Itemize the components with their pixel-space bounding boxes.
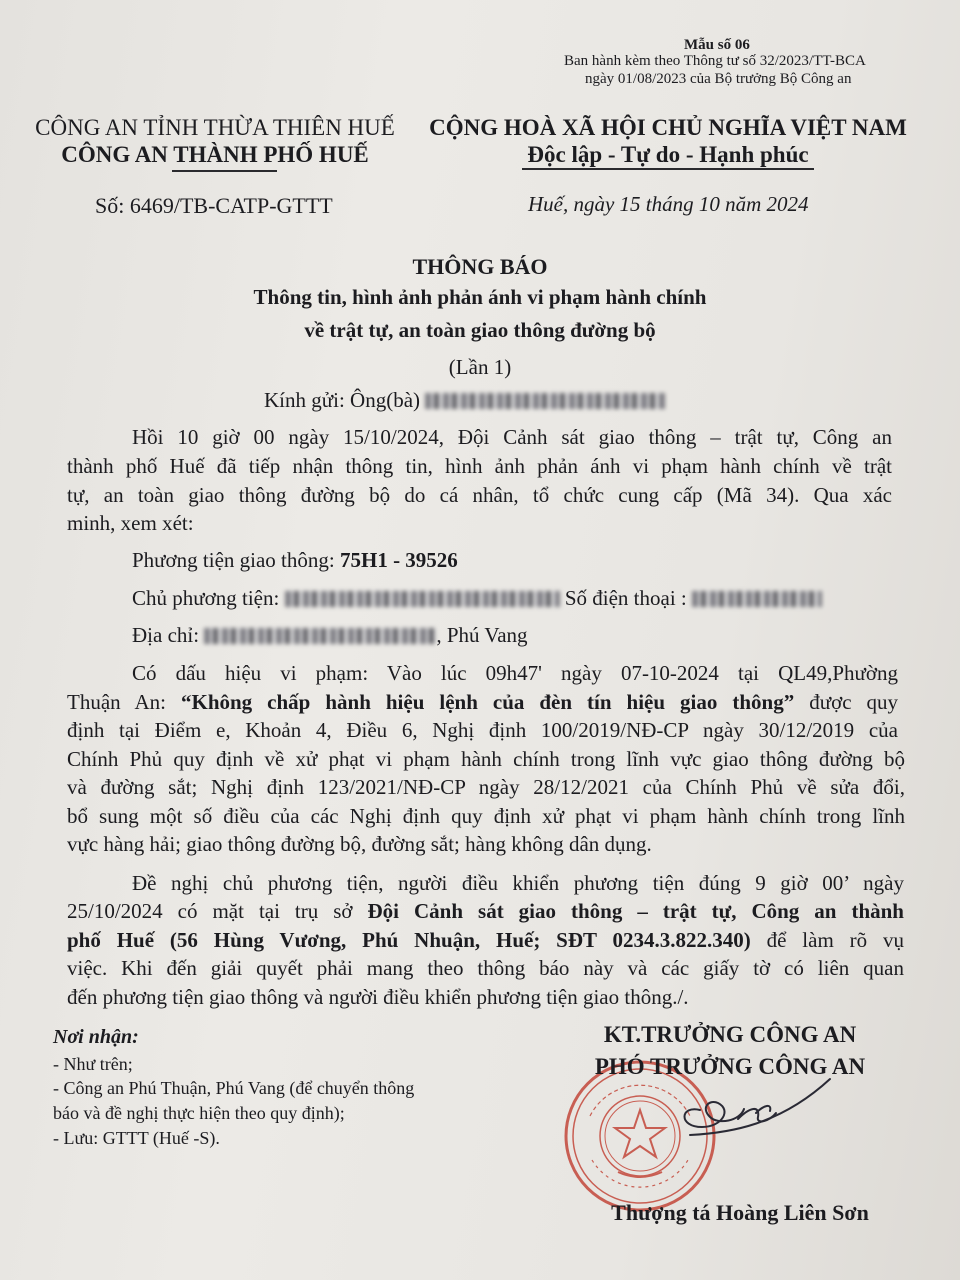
para1-line3: tự, an toàn giao thông đường bộ do cá nhân, tổ chức cung cấp (Mã 34). Qua xác [67, 483, 892, 507]
para1-line1: Hồi 10 giờ 00 ngày 15/10/2024, Đội Cảnh sát giao thông – trật tự, Công an [132, 425, 892, 449]
violation-line5: và đường sắt; Nghị định 123/2021/NĐ-CP ngày 28/12/2021 của Chính Phủ về sửa đổi, [67, 775, 905, 799]
violation-line7: vực hàng hải; giao thông đường bộ, đường sắt; hàng không dân dụng. [67, 832, 652, 856]
violation-line4: Chính Phủ quy định về xử phạt vi phạm hành chính trong lĩnh vực giao thông đường bộ [67, 747, 905, 771]
vehicle-label: Phương tiện giao thông: [132, 548, 340, 572]
handwritten-signature [640, 1065, 860, 1165]
document-number: Số: 6469/TB-CATP-GTTT [95, 193, 333, 218]
agency-underline [172, 170, 277, 172]
vehicle-line [132, 548, 458, 573]
owner-name-redacted [285, 591, 560, 607]
para1-line4: minh, xem xét: [67, 511, 194, 535]
motto-underline [522, 168, 814, 170]
request-line2 [67, 899, 904, 924]
recipients-title: Nơi nhận: [53, 1026, 139, 1048]
violation-line2-tail: được quy [794, 690, 899, 714]
request-line3-tail: để làm rõ vụ [750, 928, 904, 952]
request-office: Đội Cảnh sát giao thông – trật tự, Công an thành [367, 899, 904, 923]
phone-redacted [692, 591, 822, 607]
request-office-address: phố Huế (56 Hùng Vương, Phú Nhuận, Huế; SĐT 0234.3.822.340) [67, 928, 751, 952]
recipient-label: Kính gửi: Ông(bà) [264, 388, 421, 412]
title-sub1: Thông tin, hình ảnh phản ánh vi phạm hành chính [253, 285, 707, 309]
vehicle-plate: 75H1 - 39526 [339, 548, 458, 572]
recipient-item: báo và đề nghị thực hiện theo quy định); [53, 1103, 345, 1123]
nation-name: CỘNG HOÀ XÃ HỘI CHỦ NGHĨA VIỆT NAM [429, 115, 907, 140]
owner-line [132, 586, 822, 611]
owner-label: Chủ phương tiện: [132, 586, 285, 610]
form-issued-line2: ngày 01/08/2023 của Bộ trưởng Bộ Công an [585, 71, 852, 87]
agency-province: CÔNG AN TỈNH THỪA THIÊN HUẾ [35, 115, 395, 140]
address-line [132, 623, 528, 648]
phone-label: Số điện thoại : [564, 586, 692, 610]
form-number: Mẫu số 06 [684, 37, 750, 53]
title-sub2: về trật tự, an toàn giao thông đường bộ [304, 318, 656, 342]
request-line3 [67, 928, 904, 953]
place-date: Huế, ngày 15 tháng 10 năm 2024 [528, 192, 809, 216]
recipient-item: - Như trên; [53, 1054, 133, 1074]
recipient-item: - Lưu: GTTT (Huế -S). [53, 1128, 220, 1148]
signer-name: Thượng tá Hoàng Liên Sơn [611, 1200, 869, 1225]
request-line4: việc. Khi đến giải quyết phải mang theo thông báo này và các giấy tờ có liên quan [67, 956, 904, 980]
form-issued-line1: Ban hành kèm theo Thông tư số 32/2023/TT-BCA [564, 53, 866, 69]
address-redacted [204, 628, 436, 644]
nation-motto: Độc lập - Tự do - Hạnh phúc [527, 142, 809, 167]
title-round: (Lần 1) [448, 355, 512, 379]
address-suffix: , Phú Vang [436, 623, 528, 647]
violation-line2 [67, 690, 898, 715]
request-line2-pre: 25/10/2024 có mặt tại trụ sở [67, 899, 368, 923]
document-title: THÔNG BÁO [412, 254, 548, 279]
violation-line1: Có dấu hiệu vi phạm: Vào lúc 09h47' ngày 07-10-2024 tại QL49,Phường [132, 661, 898, 685]
recipient-line [264, 388, 665, 413]
violation-line6: bổ sung một số điều của các Nghị định quy định xử phạt vi phạm hành chính trong lĩnh [67, 804, 905, 828]
para1-line2: thành phố Huế đã tiếp nhận thông tin, hình ảnh phản ánh vi phạm hành chính về trật [67, 454, 892, 478]
violation-location: Thuận An: [67, 690, 181, 714]
violation-line3: định tại Điểm e, Khoản 4, Điều 6, Nghị định 100/2019/NĐ-CP ngày 30/12/2019 của [67, 718, 898, 742]
violation-offense: “Không chấp hành hiệu lệnh của đèn tín hiệu giao thông” [180, 690, 795, 714]
address-label: Địa chỉ: [132, 623, 205, 647]
agency-city: CÔNG AN THÀNH PHỐ HUẾ [61, 142, 369, 167]
recipient-name-redacted [425, 393, 665, 409]
request-line1: Đề nghị chủ phương tiện, người điều khiển phương tiện đúng 9 giờ 00’ ngày [132, 871, 904, 895]
signature-title1: KT.TRƯỞNG CÔNG AN [603, 1022, 857, 1047]
recipient-item: - Công an Phú Thuận, Phú Vang (để chuyển thông [53, 1078, 415, 1098]
request-line5: đến phương tiện giao thông và người điều khiển phương tiện giao thông./. [67, 985, 689, 1009]
signature-title2: PHÓ TRƯỞNG CÔNG AN [594, 1054, 866, 1079]
